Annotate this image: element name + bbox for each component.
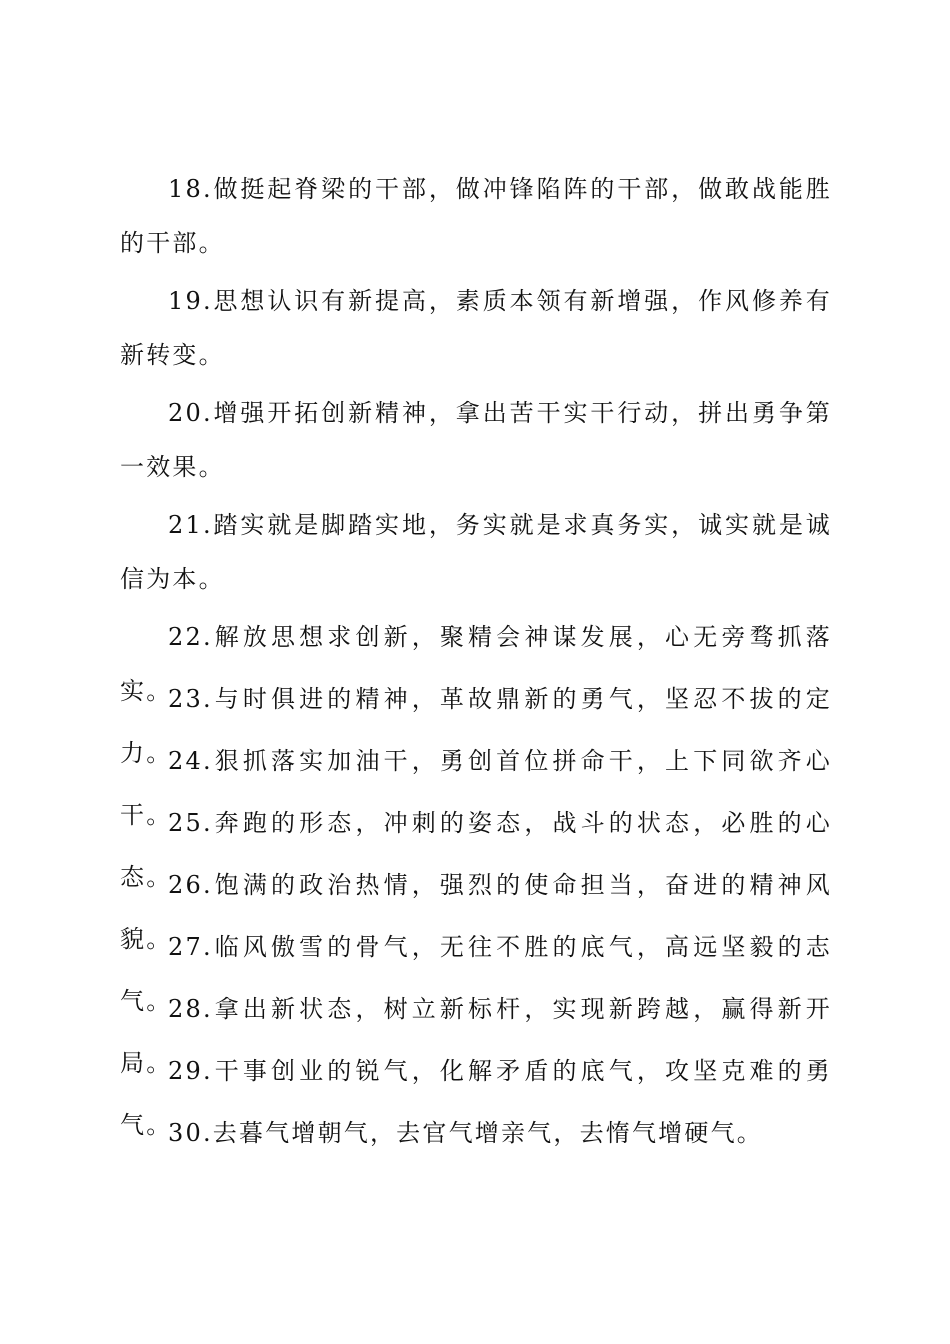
list-item-19: 19.思想认识有新提高，素质本领有新增强，作风修养有新转变。 — [120, 287, 832, 369]
list-item-18: 18.做挺起脊梁的干部，做冲锋陷阵的干部，做敢战能胜的干部。 — [120, 175, 832, 257]
list-item-25: 25.奔跑的形态，冲刺的姿态，战斗的状态，必胜的心态。 — [120, 809, 832, 891]
list-item-22: 22.解放思想求创新，聚精会神谋发展，心无旁骛抓落实。 — [120, 623, 832, 705]
list-item-30: 30.去暮气增朝气，去官气增亲气，去惰气增硬气。 — [168, 1119, 763, 1147]
list-item-27: 27.临风傲雪的骨气，无往不胜的底气，高远坚毅的志气。 — [120, 933, 832, 1015]
list-item-23: 23.与时俱进的精神，革故鼎新的勇气，坚忍不拔的定力。 — [120, 685, 832, 767]
list-item-29: 29.干事创业的锐气，化解矛盾的底气，攻坚克难的勇气。 — [120, 1057, 832, 1139]
list-item-26: 26.饱满的政治热情，强烈的使命担当，奋进的精神风貌。 — [120, 871, 832, 953]
list-item-20: 20.增强开拓创新精神，拿出苦干实干行动，拼出勇争第一效果。 — [120, 399, 832, 481]
list-item-28: 28.拿出新状态，树立新标杆，实现新跨越，赢得新开局。 — [120, 995, 832, 1077]
list-item-21: 21.踏实就是脚踏实地，务实就是求真务实，诚实就是诚信为本。 — [120, 511, 832, 593]
list-item-24: 24.狠抓落实加油干，勇创首位拼命干，上下同欲齐心干。 — [120, 747, 832, 829]
